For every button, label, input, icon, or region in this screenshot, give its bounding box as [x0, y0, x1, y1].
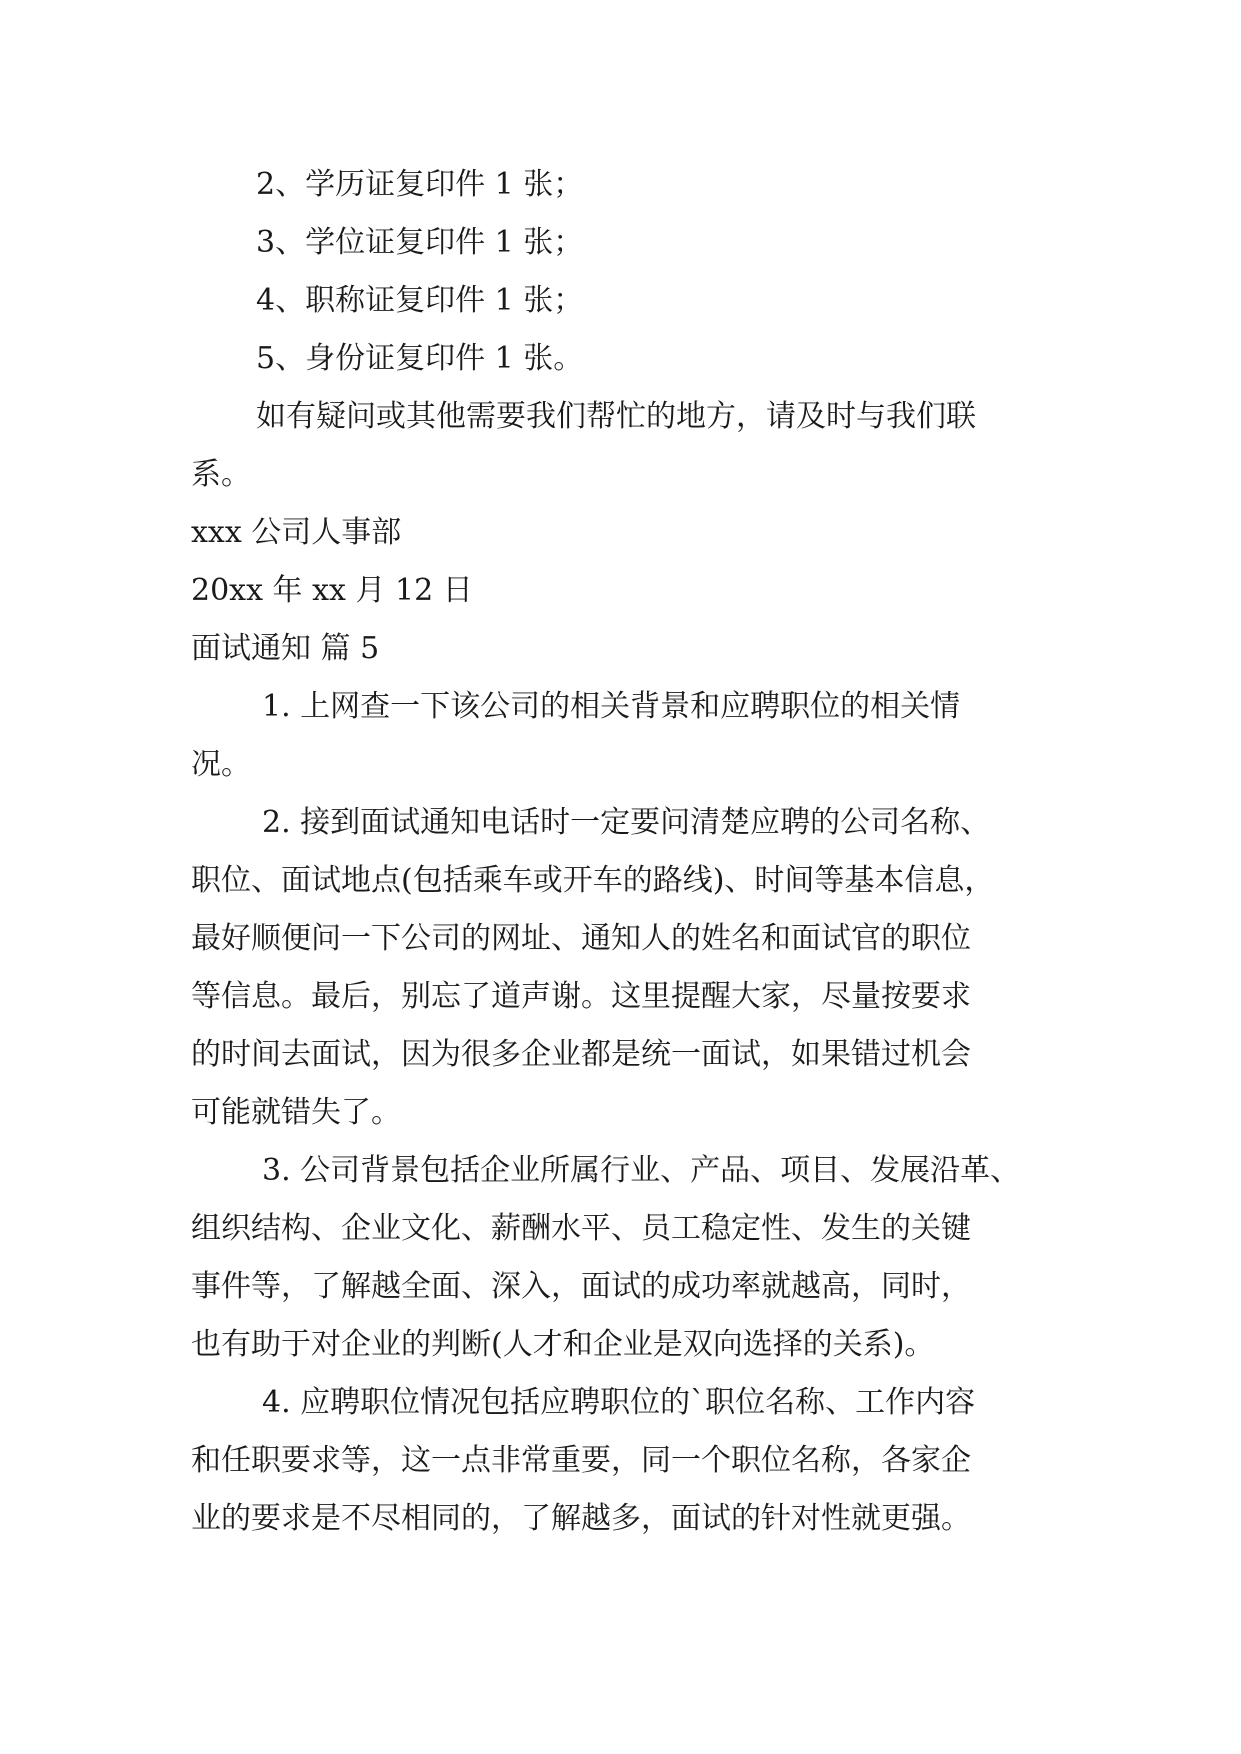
paragraph-line: 也有助于对企业的判断(人才和企业是双向选择的关系)。 [191, 1327, 935, 1362]
paragraph-line: 和任职要求等，这一点非常重要，同一个职位名称，各家企 [191, 1443, 971, 1478]
signature-date: 20xx 年 xx 月 12 日 [191, 573, 473, 608]
paragraph-line: 业的要求是不尽相同的，了解越多，面试的针对性就更强。 [191, 1501, 971, 1536]
paragraph-line: 2. 接到面试通知电话时一定要问清楚应聘的公司名称、 [262, 805, 991, 840]
contact-paragraph-line: 系。 [191, 457, 251, 492]
list-item: 3、学位证复印件 1 张； [256, 225, 584, 260]
paragraph-line: 的时间去面试，因为很多企业都是统一面试，如果错过机会 [191, 1037, 971, 1072]
section-title: 面试通知 篇 5 [191, 631, 380, 666]
paragraph-line: 4. 应聘职位情况包括应聘职位的`职位名称、工作内容 [262, 1385, 976, 1420]
paragraph-line: 等信息。最后，别忘了道声谢。这里提醒大家，尽量按要求 [191, 979, 971, 1014]
list-item: 5、身份证复印件 1 张。 [256, 341, 584, 376]
contact-paragraph-line: 如有疑问或其他需要我们帮忙的地方，请及时与我们联 [256, 399, 976, 434]
list-item: 4、职称证复印件 1 张； [256, 283, 584, 318]
paragraph-line: 3. 公司背景包括企业所属行业、产品、项目、发展沿革、 [262, 1153, 1021, 1188]
list-item: 2、学历证复印件 1 张； [256, 167, 584, 202]
paragraph-line: 职位、面试地点(包括乘车或开车的路线)、时间等基本信息， [191, 863, 995, 898]
paragraph-line: 事件等，了解越全面、深入，面试的成功率就越高，同时， [191, 1269, 971, 1304]
paragraph-line: 1. 上网查一下该公司的相关背景和应聘职位的相关情 [262, 689, 961, 724]
signature-department: xxx 公司人事部 [191, 515, 402, 550]
paragraph-line: 最好顺便问一下公司的网址、通知人的姓名和面试官的职位 [191, 921, 971, 956]
paragraph-line: 可能就错失了。 [191, 1095, 401, 1130]
paragraph-line: 况。 [191, 747, 251, 782]
paragraph-line: 组织结构、企业文化、薪酬水平、员工稳定性、发生的关键 [191, 1211, 971, 1246]
